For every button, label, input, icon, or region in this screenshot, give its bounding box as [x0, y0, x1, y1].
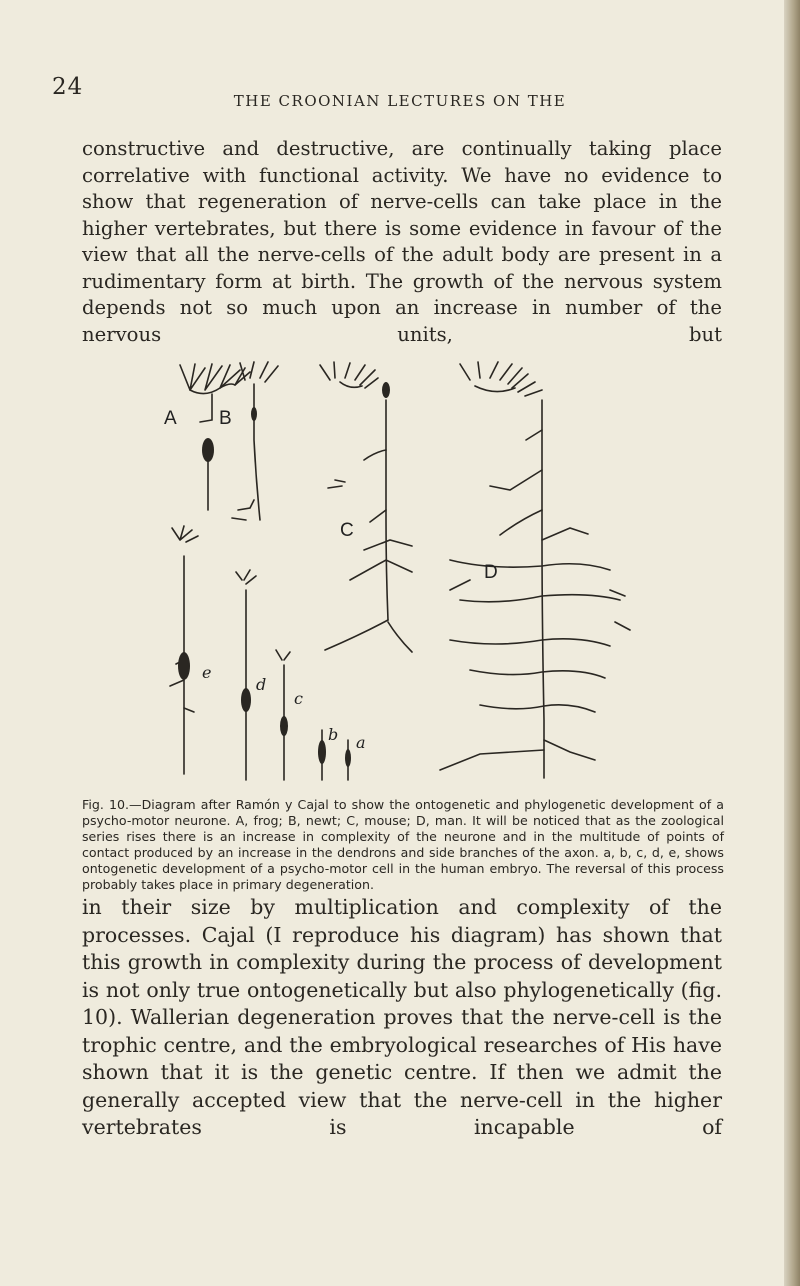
neurone-d-man [440, 362, 630, 778]
page-number: 24 [52, 74, 84, 100]
caption-fig-ref: Fig. 10. [82, 797, 129, 812]
label-C: C [340, 520, 354, 541]
figure-caption [82, 797, 724, 893]
page-edge [784, 0, 800, 1286]
label-e: e [202, 663, 212, 682]
neurone-a-frog [180, 364, 250, 510]
neurone-c-embryo [276, 650, 290, 780]
label-d: d [256, 675, 267, 694]
caption-text: —Diagram after Ramón y Cajal to show the ontogenetic and phylogenetic development of a psycho-motor neurone. A, frog; B, newt; C, mouse; D, man. It will be noticed that as the zoological series rises there is an increase in complexity of the neurone and in the multitude of points of contact produced by an increase in the dendrons and side branches of the axon. a, b, c, d, e, shows ontogenetic development of a psycho-motor cell in the human embryo. The reversal of this process probably takes place in primary degeneration. [82, 797, 724, 892]
label-B: B [219, 408, 232, 429]
neurone-b-newt [232, 362, 278, 520]
neurone-e-embryo [170, 526, 198, 774]
running-head: THE CROONIAN LECTURES ON THE [233, 92, 567, 110]
label-b: b [328, 725, 339, 744]
figure-cajal-neurone-diagram [150, 360, 650, 790]
neurone-diagram [150, 360, 650, 790]
neurone-c-mouse [320, 362, 412, 652]
neurone-d-embryo [236, 570, 256, 780]
label-D: D [484, 562, 498, 583]
label-a: a [356, 733, 366, 752]
body-paragraph-bottom: in their size by multiplication and complexity of the processes. Cajal (I reproduce his diagram) has shown that this growth in complexity during the process of development is not only true ontogenetically but also phylogenetically (fig. 10). Wallerian degeneration proves that the nerve-cell is the trophic centre, and the embryological researches of His have shown that it is the genetic centre. If then we admit the generally accepted view that the nerve-cell in the higher vertebrates is incapable of [82, 895, 722, 1139]
body-paragraph-top: constructive and destructive, are continually taking place correlative with functional activity. We have no evidence to show that regeneration of nerve-cells can take place in the higher vertebrates, but there is some evidence in favour of the view that all the nerve-cells of the adult body are present in a rudimentary form at birth. The growth of the nervous system depends not so much upon an increase in number of the nervous units, but [82, 137, 722, 346]
label-A: A [164, 408, 177, 429]
label-c: c [294, 689, 303, 708]
